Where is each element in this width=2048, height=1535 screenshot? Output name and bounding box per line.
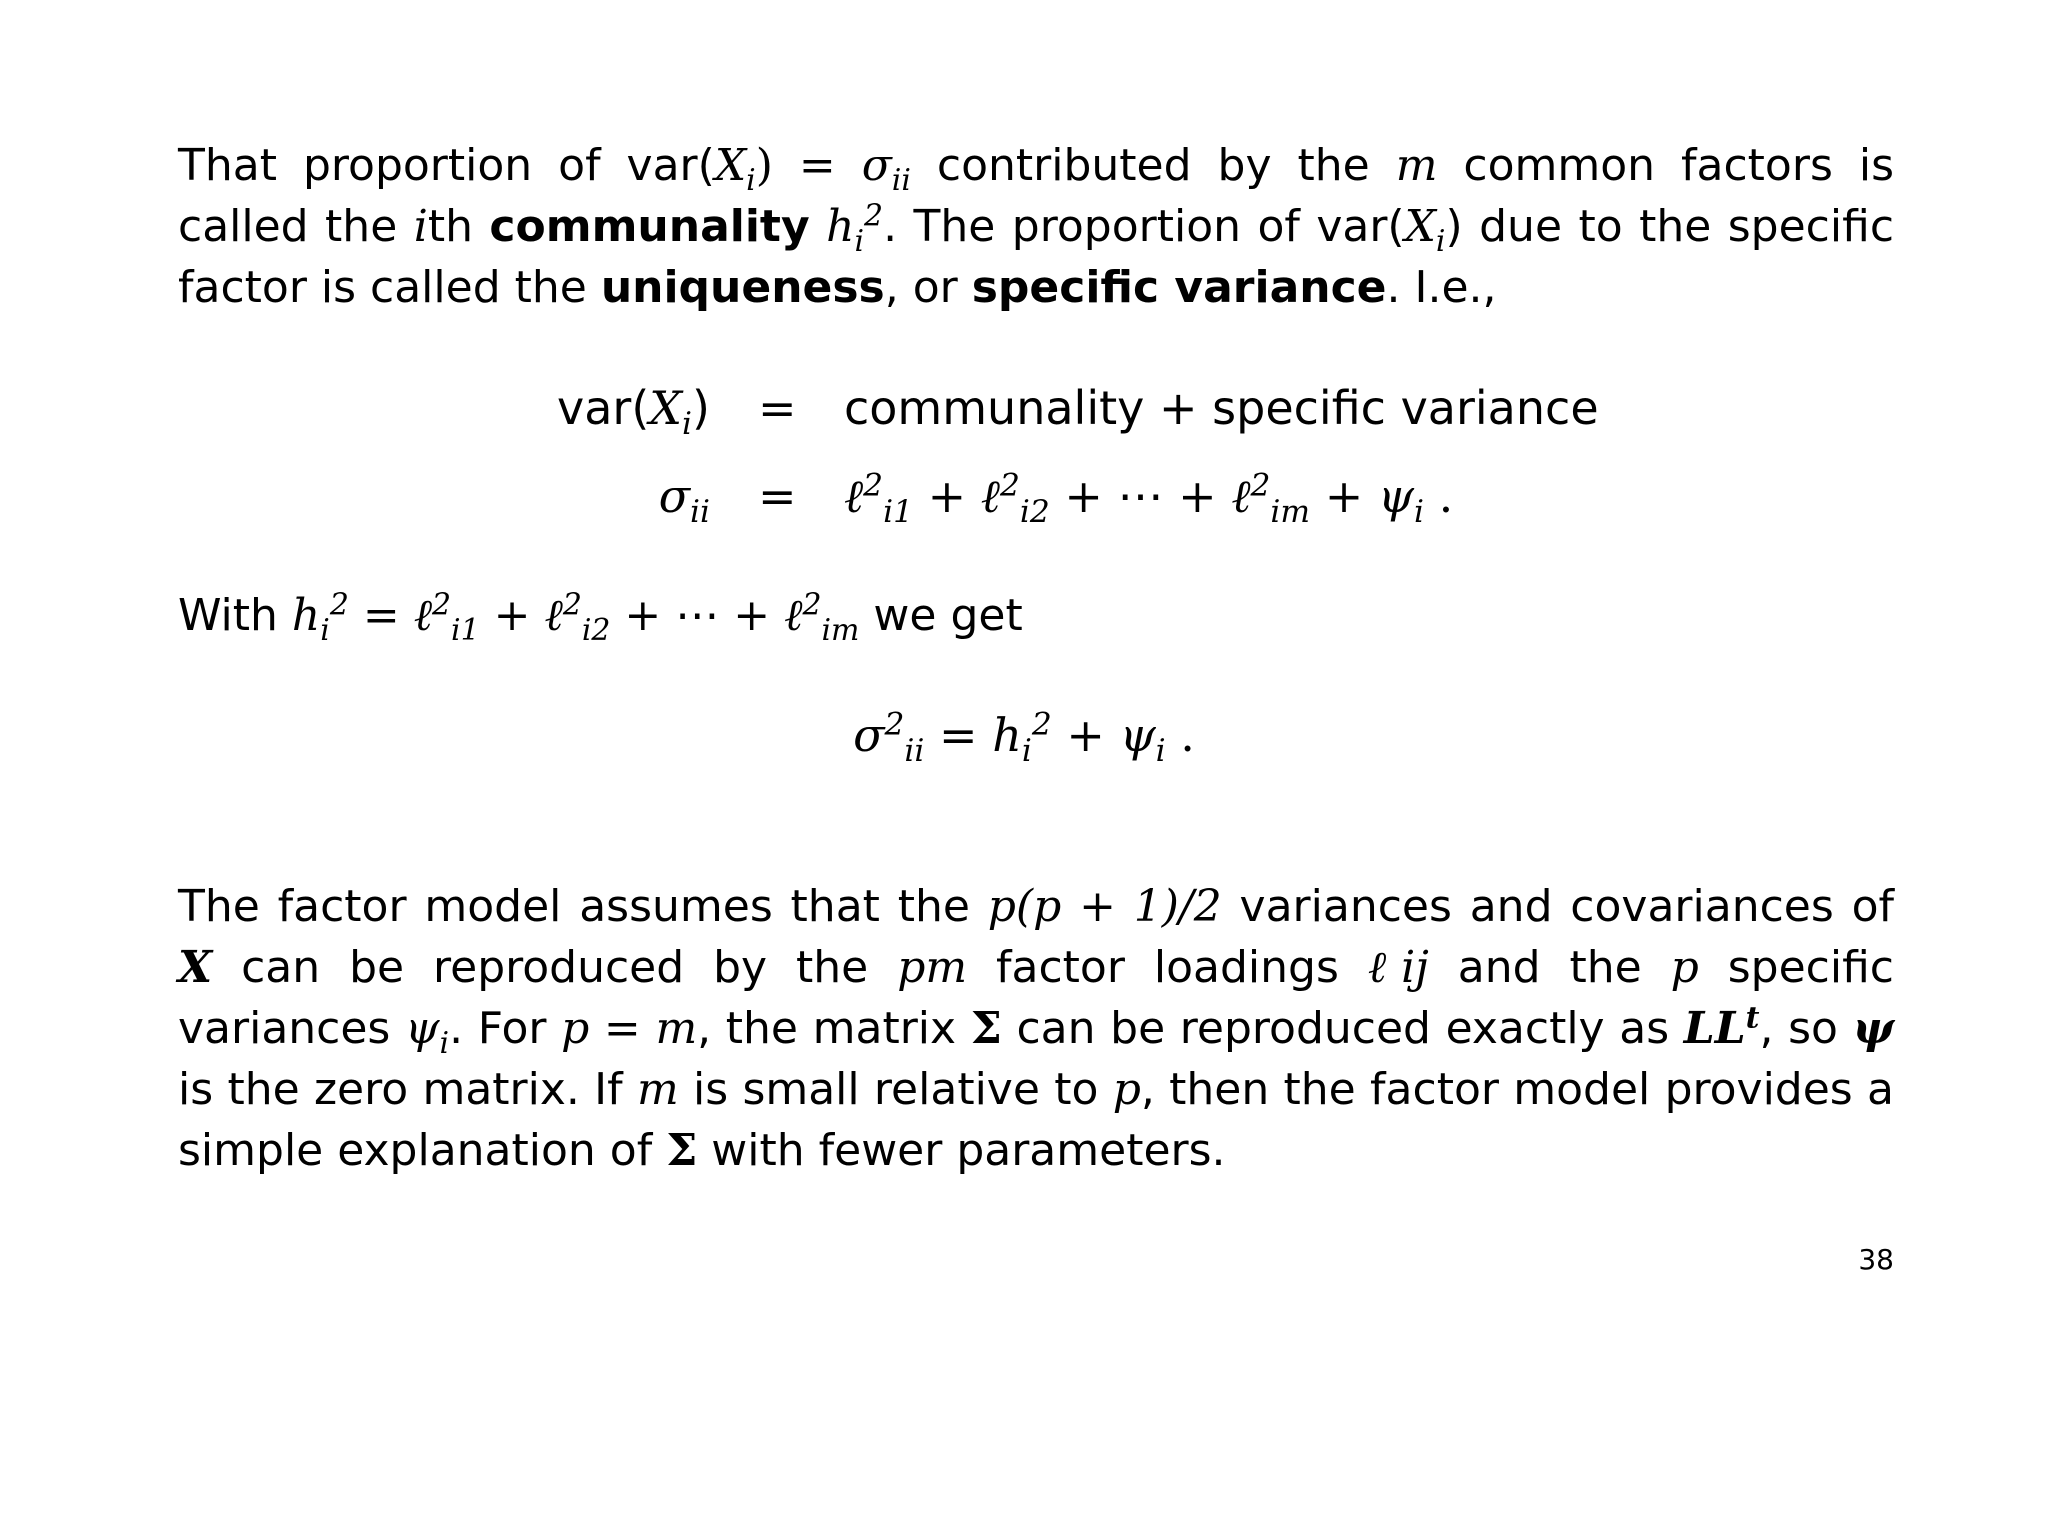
term-uniqueness: uniqueness xyxy=(600,262,885,313)
eq-row1-equals: = xyxy=(758,381,797,435)
eq-row2-equals: = xyxy=(758,469,797,523)
page-number: 38 xyxy=(1858,1243,1894,1276)
eq-row2-lhs: $\sigma_{ii}$ xyxy=(658,469,710,531)
equation-sigma-squared: $\sigma^2_{ii} = h_i^2 + \psi_i$ . xyxy=(853,706,1195,770)
eq-row1-lhs: $var(X_i)$ xyxy=(557,381,710,443)
term-communality: communality xyxy=(489,201,810,252)
paragraph-factor-model: The factor model assumes that the p(p + 1)/2 variances and covariances of X can be reproduced by the pm factor loadings ℓij and the p specific variances $\psi_i$. For p = m, the matrix Σ can be reproduced exactly as $LL^t$, so ψ is the zero matrix. If m is small relative to p, then the factor model provides a simple explanation of Σ with fewer parameters. xyxy=(178,881,1895,1176)
paragraph-with: With $h_i^2$ = ℓ$^2_{i1}$ + ℓ$^2_{i2}$ + ⋯ + ℓ$^2_{im}$ we get xyxy=(178,587,1023,648)
eq-row2-rhs: ℓ$^2_{i1}$ + ℓ$^2_{i2}$ + ⋯ + ℓ$^2_{im}$ + $\psi_i$ . xyxy=(844,467,1454,531)
eq-row1-rhs: communality + specific variance xyxy=(844,381,1599,435)
paragraph-communality: That proportion of $var(X_i) = \sigma_{ii}$ contributed by the m common factors is called the ith communality $h_i^2$. The proportion of $var(X_i)$ due to the specific factor is called the uniqueness, or specific variance. I.e., xyxy=(178,140,1895,313)
term-specific-variance: specific variance xyxy=(971,262,1387,313)
